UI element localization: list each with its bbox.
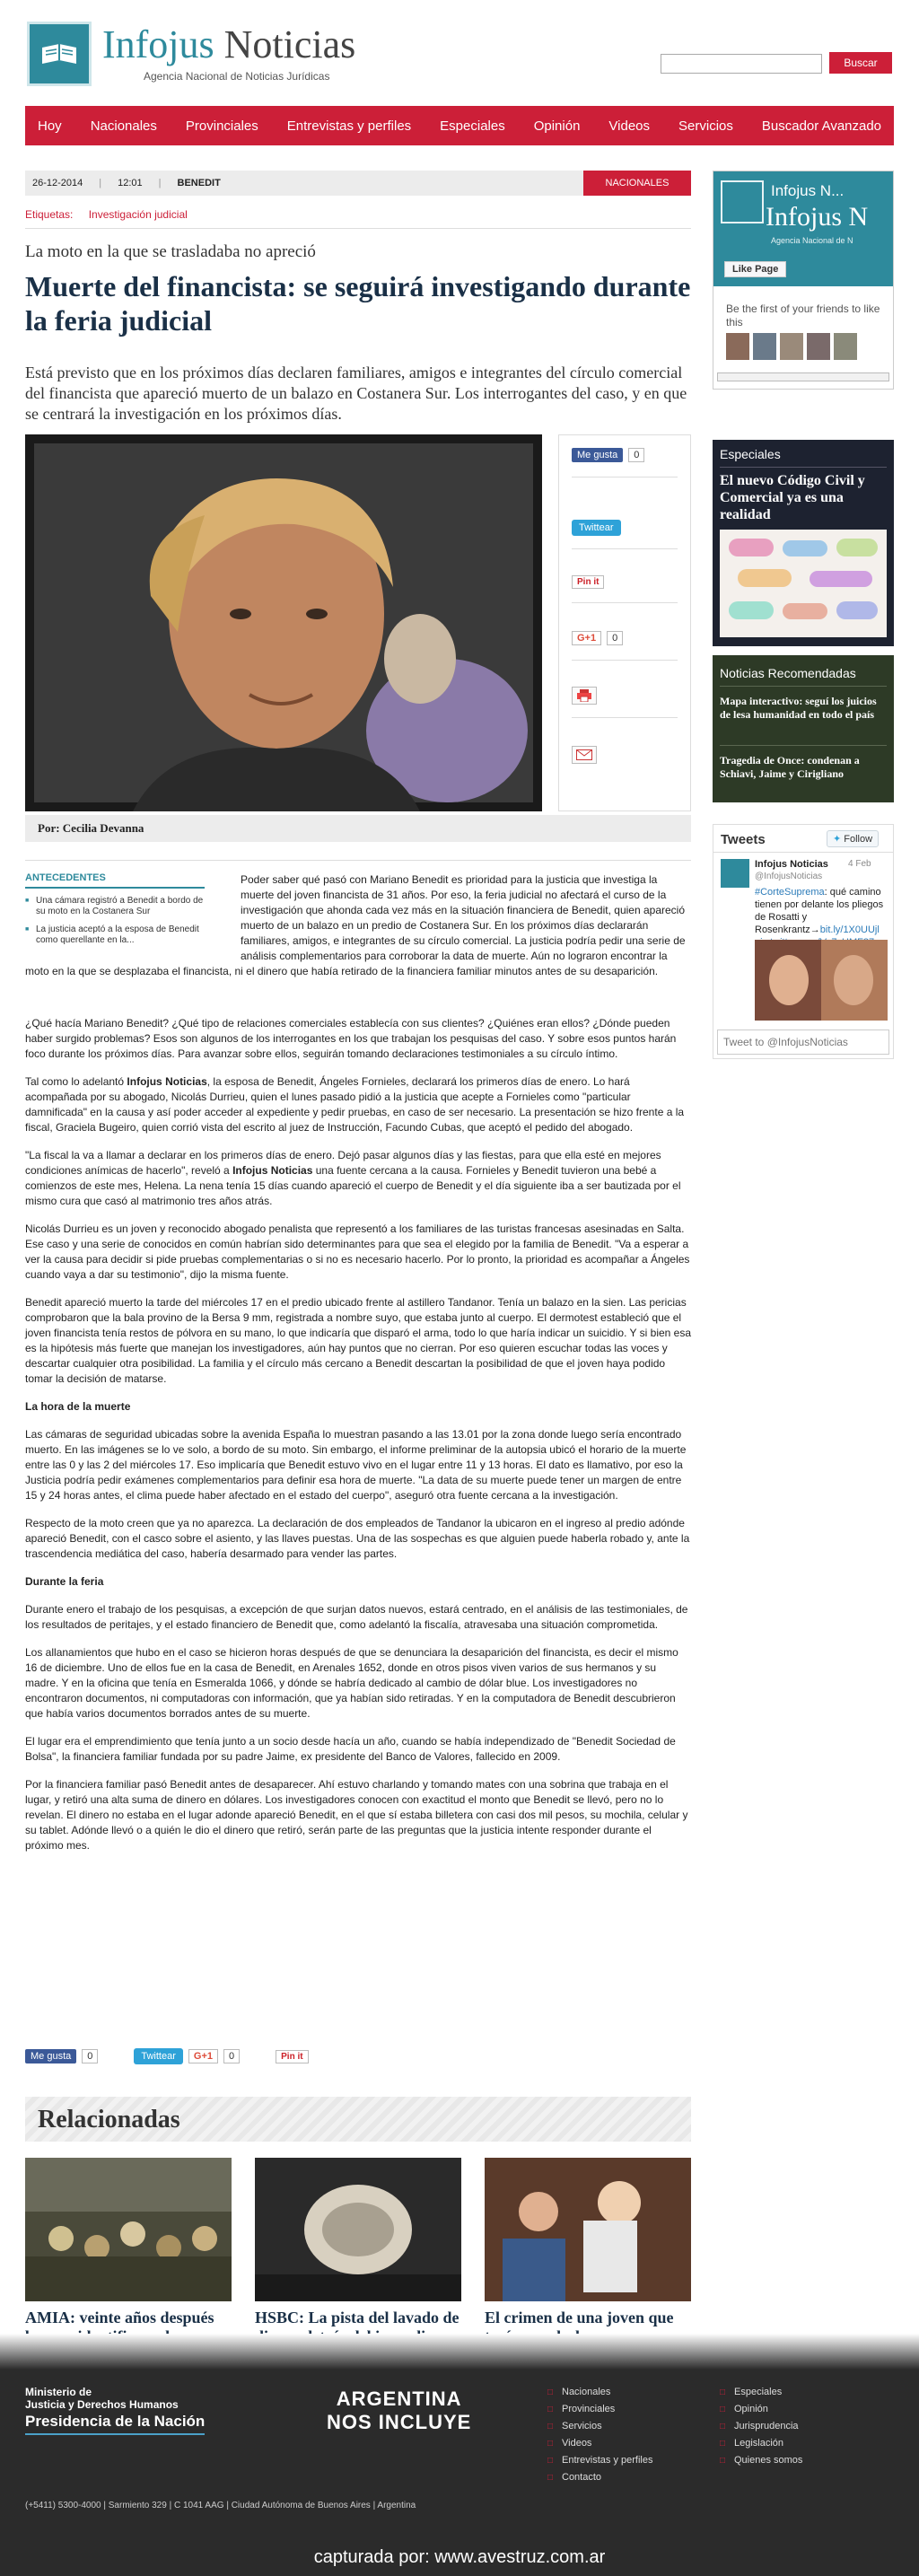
article-date: 26-12-2014 — [32, 178, 83, 188]
fb-like-count: 0 — [628, 448, 644, 462]
divider — [713, 852, 893, 853]
article-kicker: La moto en la que se trasladaba no apreció — [25, 242, 316, 261]
section-badge[interactable]: NACIONALES — [583, 171, 691, 196]
footer-link[interactable]: □ Especiales — [720, 2384, 802, 2401]
meta-separator: | — [158, 178, 162, 188]
main-nav — [25, 106, 894, 145]
footer-link[interactable]: □ Videos — [547, 2435, 652, 2452]
footer-ministry-line: Justicia y Derechos Humanos — [25, 2398, 179, 2411]
article-body — [25, 1016, 691, 1866]
footer-links-col1 — [547, 2384, 652, 2486]
paragraph-text: Tal como lo adelantó — [25, 1075, 127, 1088]
fb-cover-sub: Agencia Nacional de N — [771, 236, 853, 245]
pin-it-button[interactable]: Pin it — [572, 575, 604, 589]
footer-ministry-line: Ministerio de — [25, 2386, 92, 2398]
capture-watermark: capturada por: www.avestruz.com.ar — [313, 2547, 606, 2567]
tag-link[interactable]: Investigación judicial — [88, 208, 188, 221]
related-image[interactable] — [255, 2158, 461, 2301]
especiales-heading: Especiales — [720, 447, 781, 461]
footer-ministry[interactable] — [25, 2386, 179, 2411]
footer-address: (+5411) 5300-4000 | Sarmiento 329 | C 1041 AAG | Ciudad Autónoma de Buenos Aires | Argentina — [25, 2501, 416, 2510]
twitter-avatar[interactable] — [721, 859, 749, 888]
twitter-follow-button[interactable] — [827, 830, 879, 847]
gplus-count: 0 — [607, 631, 623, 645]
footer-shade — [0, 2334, 919, 2370]
article-topic-tag[interactable]: BENEDIT — [177, 178, 221, 188]
avatar[interactable] — [726, 333, 749, 360]
antecedentes-item[interactable]: ■ Una cámara registró a Benedit a bordo de su moto en la Costanera Sur — [25, 896, 205, 917]
avatar[interactable] — [753, 333, 776, 360]
divider — [572, 717, 678, 718]
tweet-hashtag[interactable]: #CorteSuprema — [755, 887, 825, 898]
paragraph: Benedit apareció muerto la tarde del miércoles 17 en el predio ubicado frente al astillero Tandanor. Tenía un balazo en la sien. Las pericias comprobaron que la bala provino de la Bersa 9 mm, registrada a nombre suyo, que estaba junto al cuerpo. El dermotest estableció que el joven financista tenía restos de pólvora en su mano, lo que indicaría que disparó el arma, todo lo que haría indicar un suicidio. Y si bien esa es la hipótesis más fuerte que manejan los investigadores, aún hay puntos que no cierran. Por eso quieren escuchar todas las voces y descartar cualquier otra posibilidad. La familia y el círculo más cercano a Benedit descartan la posibilidad de que el joven haya podido tomar la decisión de matarse. — [25, 1296, 692, 1385]
tweets-heading: Tweets — [721, 832, 766, 847]
divider — [25, 228, 691, 229]
paragraph: Durante enero el trabajo de los pesquisas, a excepción de que surjan datos nuevos, estará centrado, en el análisis de las testimoniales, de los resultados de peritajes, y el estado financiero de Benedit que, como adelantó la fiscalía, atravesaba una situación comprometida. — [25, 1603, 688, 1631]
paragraph: Nicolás Durrieu es un joven y reconocido abogado penalista que representó a los familiares de las turistas francesas asesinadas en Salta. Ese caso y una serie de conocidos en común habrían sido determinantes para que sea el elegido por la familia de Benedit. "Va a esperar a ver la causa para decidir si pide pruebas complementarias o si no es necesario hacerlo. Por lo pronto, la prioridad es acompañar a Ángeles cuando vaya a dar su testimonio", dijo la misma fuente. — [25, 1222, 690, 1281]
fb-like-count: 0 — [82, 2049, 98, 2063]
paragraph: Poder saber qué pasó con Mariano Benedit es prioridad para la justicia que investiga la muerte del joven financista de 31 años. Por eso, la feria judicial no afectará el curso de la investigación que ahonda cada vez más en la situación financiera de Benedit, quien apareció muerto de un balazo en un predio de Costanera Sur. En los próximos días declararán familiares, amigos, e integrantes de su círculo comercial. La justicia podría pedir una serie de análisis complementarios para corroborar la data de muerte. Aún no lograron encontrar la moto en la que se desplazaba el financista, ni el dinero que había retirado de la financiera familiar minutos antes de su desaparición. — [25, 873, 686, 977]
related-caption[interactable]: El crimen de una joven que — [485, 2309, 674, 2326]
gplus-row — [572, 631, 623, 645]
paragraph — [25, 1148, 691, 1209]
paragraph-bold: Infojus Noticias — [232, 1164, 313, 1177]
divider — [572, 477, 678, 478]
footer-presidency[interactable]: Presidencia de la Nación — [25, 2413, 205, 2435]
tags-label: Etiquetas: — [25, 208, 74, 221]
nav-item-servicios[interactable]: Servicios — [678, 118, 733, 134]
share-panel — [558, 434, 691, 811]
gplus-count: 0 — [223, 2049, 240, 2063]
footer-link[interactable]: □ Contacto — [547, 2469, 652, 2486]
portrait-image — [25, 434, 542, 811]
footer-link[interactable]: □ Opinión — [720, 2401, 802, 2418]
divider — [720, 686, 887, 687]
fb-friends-text: Be the first of your friends to like this — [726, 302, 880, 329]
divider — [720, 745, 887, 746]
fb-like-button[interactable]: Me gusta — [572, 448, 623, 462]
paragraph: El lugar era el emprendimiento que tenía junto a un socio desde hacía un año, cuando se había independizado de "Benedit Sociedad de Bolsa", la financiera familiar fundada por su padre Jaime, ex presidente del Banco de Valores, fallecido en 2009. — [25, 1735, 676, 1763]
divider — [720, 467, 887, 468]
fb-like-button[interactable]: Me gusta — [25, 2049, 76, 2063]
footer-links-col2 — [720, 2384, 802, 2469]
article-lead: Está previsto que en los próximos días declaren familiares, amigos e integrantes del círculo comercial del financista que apareció muerto de un balazo en Costanera Sur. Los interrogantes del caso, y en que se centrará la investigación en los próximos días. — [25, 364, 687, 423]
related-caption[interactable]: AMIA: veinte años después — [25, 2309, 214, 2326]
antecedentes-item[interactable]: ■ La justicia aceptó a la esposa de Benedit como querellante en la... — [25, 924, 205, 946]
fb-like-row — [572, 448, 644, 462]
subheading: Durante la feria — [25, 1575, 104, 1588]
nav-item-buscador[interactable]: Buscador Avanzado — [761, 118, 882, 134]
especiales-title[interactable]: El nuevo Código Civil y Comercial ya es una realidad — [720, 473, 865, 522]
paragraph-text: una fuente cercana a la causa. Fornieles y Benedit tuvieron una bebé a comienzos de este mes, Helena. La nena tenía 15 días cuando apareció el cuerpo de Benedit y el día siguiente iba a ser bautizada por el mismo cura que casó al matrimonio tres años atrás. — [25, 1164, 681, 1207]
subheading: La hora de la muerte — [25, 1400, 131, 1413]
nav-item-hoy[interactable]: Hoy — [38, 118, 62, 134]
especiales-widget — [713, 440, 894, 646]
footer-link[interactable]: □ Jurisprudencia — [720, 2418, 802, 2435]
tweet-button[interactable]: Twittear — [572, 520, 621, 536]
avatar[interactable] — [807, 333, 830, 360]
footer-link[interactable]: □ Provinciales — [547, 2401, 652, 2418]
facebook-widget — [713, 171, 894, 390]
tweet-body: : qué camino tienen por delante los pliegos de Rosatti y Rosenkrantz→ — [755, 887, 884, 935]
paragraph-bold: Infojus Noticias — [127, 1075, 207, 1088]
tweet-button[interactable]: Twittear — [134, 2048, 183, 2064]
search-button[interactable]: Buscar — [829, 52, 892, 74]
twitter-widget — [713, 824, 894, 1059]
email-row — [572, 746, 597, 764]
avatar[interactable] — [834, 333, 857, 360]
divider — [572, 548, 678, 549]
fb-like-page-button[interactable]: Like Page — [724, 261, 786, 277]
recomendadas-heading: Noticias Recomendadas — [720, 666, 856, 680]
related-image[interactable] — [485, 2158, 691, 2301]
recomendadas-widget — [713, 655, 894, 802]
nav-item-provinciales[interactable]: Provinciales — [185, 118, 258, 134]
paragraph: Por la financiera familiar pasó Benedit antes de desaparecer. Ahí estuvo charlando y tomando mates con una sobrina que trabaja en el lugar, y retiró una alta suma de dinero en dólares. Los investigadores conocen con exactitud el monto que Benedit se llevó, pero no lo revelan. El dinero no estaba en el lugar adonde apareció Benedit, en el que sí estaba billetera con casi dos mil pesos, su mochila, celular y su tablet. Adónde llevó o a quién le dio el dinero que retiró, serán parte de las preguntas que la justicia intente responder durante el próximo mes. — [25, 1778, 688, 1852]
tweet-date[interactable]: 4 Feb — [848, 859, 871, 869]
book-icon — [40, 40, 78, 67]
fb-avatars — [726, 333, 861, 360]
tweet-author-handle[interactable]: @InfojusNoticias — [755, 872, 823, 881]
email-icon[interactable] — [572, 746, 597, 764]
avatar[interactable] — [780, 333, 803, 360]
pin-row — [572, 575, 604, 589]
footer-link[interactable]: □ Legislación — [720, 2435, 802, 2452]
gplus-button[interactable]: G+1 — [188, 2049, 218, 2063]
twitter-follow-label: Follow — [844, 834, 873, 845]
paragraph-text: , la esposa de Benedit, Ángeles Fornieles, declarará los primeros días de enero. Lo hará acompañada por su abogado, Nicolás Durrieu, quien el lunes pasado pidió a la justicia que acepte a Fornieles como "particular damnificada" en la causa y así poder acceder al expediente y pedir pruebas, en caso de ser necesario. La presentación se hizo frente a la fiscal, Graciela Bugeiro, quien corrió vista del escrito al juez de Instrucción, Facundo Cubas, que aceptó el pedido del abogado. — [25, 1075, 685, 1134]
tweet-image[interactable] — [755, 940, 888, 1021]
logo-icon[interactable] — [27, 22, 92, 86]
brand-name-a: Infojus — [102, 22, 214, 66]
fb-page-logo-icon — [721, 180, 764, 223]
divider — [572, 602, 678, 603]
related-caption[interactable]: HSBC: La pista del lavado de — [255, 2309, 460, 2326]
print-row — [572, 687, 597, 705]
fb-page-title[interactable]: Infojus N... — [771, 182, 845, 199]
especiales-image[interactable] — [720, 530, 887, 637]
tweet-link[interactable]: bit.ly/1X0UUjl — [819, 924, 880, 935]
article-photo — [25, 434, 542, 811]
recomendadas-item[interactable]: Tragedia de Once: condenan a Schiavi, Jaime y Cirigliano — [720, 754, 860, 780]
article-author: Por: Cecilia Devanna — [25, 815, 691, 842]
float-spacer — [25, 872, 241, 959]
tweet-compose-box[interactable]: Tweet to @InfojusNoticias — [717, 1030, 889, 1055]
footer-link[interactable]: □ Nacionales — [547, 2384, 652, 2401]
site-header — [0, 0, 919, 106]
tweet-row — [572, 520, 621, 536]
twitter-bird-icon: ✦ — [833, 834, 842, 845]
meta-separator: | — [99, 178, 102, 188]
footer-argentina-line: NOS INCLUYE — [327, 2411, 472, 2433]
recomendadas-item[interactable]: Mapa interactivo: seguí los juicios de lesa humanidad en todo el país — [720, 695, 877, 721]
footer-link[interactable]: □ Entrevistas y perfiles — [547, 2452, 652, 2469]
print-icon[interactable] — [572, 687, 597, 705]
share-bar-bottom — [25, 2048, 309, 2064]
article-tags — [25, 208, 188, 221]
article-time: 12:01 — [118, 178, 143, 188]
search-input[interactable] — [661, 54, 822, 74]
fb-scrollbar[interactable] — [717, 372, 889, 381]
antecedentes-title: ANTECEDENTES — [25, 872, 205, 889]
nav-item-especiales[interactable]: Especiales — [440, 118, 505, 134]
paragraph: Las cámaras de seguridad ubicadas sobre la avenida España lo muestran pasando a las 13.01 por la zona donde luego sería encontrado muerto. En las imágenes se lo ve solo, a bordo de su moto. Sin embargo, el informe preliminar de la autopsia ubicó el horario de la muerte entre las 0 y las 2 del miércoles 17. Eso implicaría que Benedit estuvo vivo en el lugar entre 11 y 13 horas. El dato es llamativo, por eso la Justicia podría pedir exámenes complementarios para definir esa hora de muerte. "La data de su muerte puede tener un margen de entre 15 y 24 horas antes, el clima puede haber afectado en el estado del cuerpo", aseguró otra fuente cercana a la investigación. — [25, 1428, 687, 1502]
footer-argentina-logo[interactable] — [327, 2388, 471, 2434]
pin-it-button[interactable]: Pin it — [276, 2050, 308, 2063]
gplus-button[interactable]: G+1 — [572, 631, 601, 645]
footer-argentina-line: ARGENTINA — [336, 2388, 462, 2410]
article-body-first — [25, 872, 691, 992]
nav-item-videos[interactable]: Videos — [608, 118, 651, 134]
related-image[interactable] — [25, 2158, 232, 2301]
fb-cover[interactable] — [713, 171, 893, 286]
brand-name-b: Noticias — [223, 22, 356, 66]
footer-link[interactable]: □ Servicios — [547, 2418, 652, 2435]
nav-item-opinion[interactable]: Opinión — [533, 118, 581, 134]
paragraph — [25, 1074, 691, 1135]
paragraph: ¿Qué hacía Mariano Benedit? ¿Qué tipo de relaciones comerciales establecía con sus clientes? ¿Quiénes eran ellos? ¿Dónde pueden haber surgido problemas? Esos son algunos de los interrogantes en los que trabajan los pesquisas del caso. Y sobre esos puntos harán foco durante los próximos días. Para avanzar sobre ellos, seguirán tomando declaraciones testimoniales a su círculo íntimo. — [25, 1017, 677, 1060]
paragraph: Los allanamientos que hubo en el caso se hicieron horas después de que se denunciara la desaparición del financista, es decir el mismo 16 de diciembre. Uno de ellos fue en la casa de Benedit, en Arenales 1652, donde en otros pisos viven varios de sus hermanos y su madre. Y en la oficina que tenía en Esmeralda 1066, y dónde se habría dedicado al cambio de dólar blue. Los investigadores no encontraron documentos, ni computadoras con información, que ya habían sido retiradas. Y en la computadora de Benedit descubrieron que había varios documentos borrados antes de su muerte. — [25, 1646, 678, 1720]
paragraph-text: "La fiscal la va a llamar a declarar en los primeros días de enero. Dejó pasar algunos días y las fiestas, para que ella esté en mejores condiciones anímicas de hacerlo", reveló a — [25, 1149, 661, 1177]
site-tagline: Agencia Nacional de Noticias Jurídicas — [144, 70, 330, 83]
footer-link[interactable]: □ Quienes somos — [720, 2452, 802, 2469]
article-headline: Muerte del financista: se seguirá investigando durante la feria judicial — [25, 270, 691, 337]
nav-item-nacionales[interactable]: Nacionales — [90, 118, 157, 134]
paragraph: Respecto de la moto creen que ya no aparezca. La declaración de dos empleados de Tandanor la ubicaron en el ingreso al predio adónde apareció Benedit, con el casco sobre el asiento, y las llaves puestas. Una de las sospechas es que alguien puede haberla robado y, ante la trascendencia mediática del caso, habería desarmado para vender las partes. — [25, 1517, 690, 1560]
related-title: Relacionadas — [38, 2106, 180, 2134]
related-header — [25, 2097, 691, 2142]
site-logo-title[interactable] — [102, 23, 355, 66]
divider — [572, 660, 678, 661]
tweet-author-name[interactable]: Infojus Noticias — [755, 859, 828, 870]
fb-cover-brand: Infojus N — [766, 202, 869, 232]
nav-item-entrevistas[interactable]: Entrevistas y perfiles — [286, 118, 412, 134]
divider — [25, 860, 691, 861]
